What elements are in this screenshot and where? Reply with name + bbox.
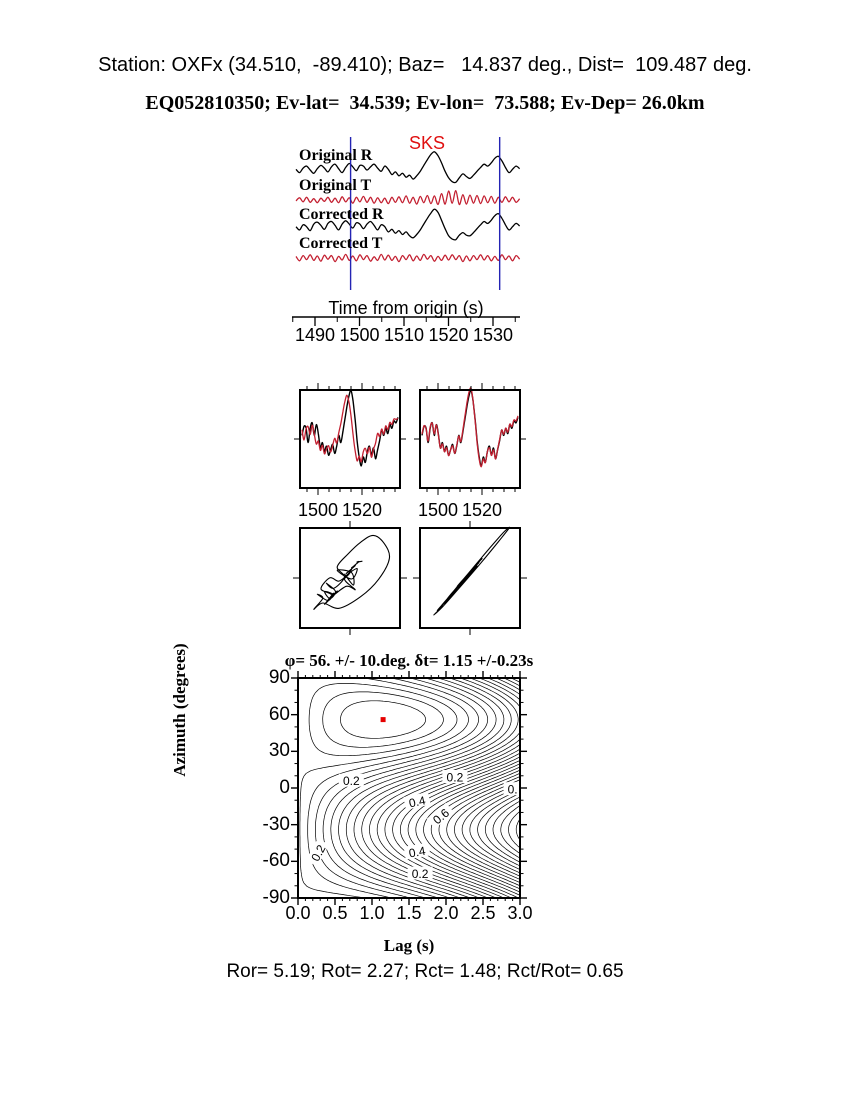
- svg-text:0.4: 0.4: [407, 843, 427, 861]
- svg-text:0.2: 0.2: [308, 842, 329, 864]
- trace-label-original-r: Original R: [299, 147, 373, 164]
- tick-label: 3.0: [507, 903, 533, 923]
- trace-label-corrected-t: Corrected T: [299, 235, 383, 252]
- phase-label-sks: SKS: [408, 133, 446, 153]
- tick-label: 1500: [297, 500, 339, 520]
- tick-label: 0.0: [285, 903, 311, 923]
- contour-title: φ= 56. +/- 10.deg. δt= 1.15 +/-0.23s: [284, 651, 534, 670]
- trace-label-original-t: Original T: [299, 177, 372, 194]
- tick-label: 1500: [417, 500, 459, 520]
- tick-label: 1520: [461, 500, 503, 520]
- contour-ylabel: Azimuth (degrees): [170, 643, 189, 777]
- svg-text:0.4: 0.4: [407, 793, 427, 811]
- tick-label: 2.5: [470, 903, 496, 923]
- tick-label: 0: [279, 777, 290, 798]
- energy-ratio-caption: Ror= 5.19; Rot= 2.27; Rct= 1.48; Rct/Rot= 0.65: [226, 961, 624, 982]
- time-axis-label: Time from origin (s): [328, 298, 484, 318]
- svg-text:0.2: 0.2: [342, 774, 360, 789]
- tick-label: 1510: [383, 325, 425, 345]
- tick-label: 30: [268, 740, 290, 762]
- tick-label: 1490: [294, 325, 336, 345]
- station-header: Station: OXFx (34.510, -89.410); Baz= 14.837 deg., Dist= 109.487 deg.: [98, 54, 752, 76]
- svg-text:0.2: 0.2: [411, 867, 429, 882]
- tick-label: 1520: [428, 325, 469, 345]
- tick-label: -90: [262, 887, 290, 908]
- trace-label-corrected-r: Corrected R: [299, 206, 384, 223]
- contour-xlabel: Lag (s): [383, 936, 435, 955]
- tick-label: 2.0: [433, 903, 459, 923]
- tick-label: -60: [262, 850, 290, 872]
- event-header: EQ052810350; Ev-lat= 34.539; Ev-lon= 73.588; Ev-Dep= 26.0km: [145, 92, 705, 114]
- tick-label: 1500: [339, 325, 380, 345]
- tick-label: 1.0: [359, 903, 385, 923]
- svg-text:0.: 0.: [507, 782, 518, 797]
- tick-label: 60: [268, 703, 290, 725]
- tick-label: 90: [268, 667, 290, 688]
- tick-label: 1530: [472, 325, 514, 345]
- tick-label: 0.5: [322, 903, 348, 923]
- tick-label: 1520: [341, 500, 383, 520]
- svg-text:0.2: 0.2: [446, 770, 464, 785]
- svg-text:0.6: 0.6: [430, 805, 453, 828]
- tick-label: -30: [262, 813, 290, 835]
- tick-label: 1.5: [396, 903, 422, 923]
